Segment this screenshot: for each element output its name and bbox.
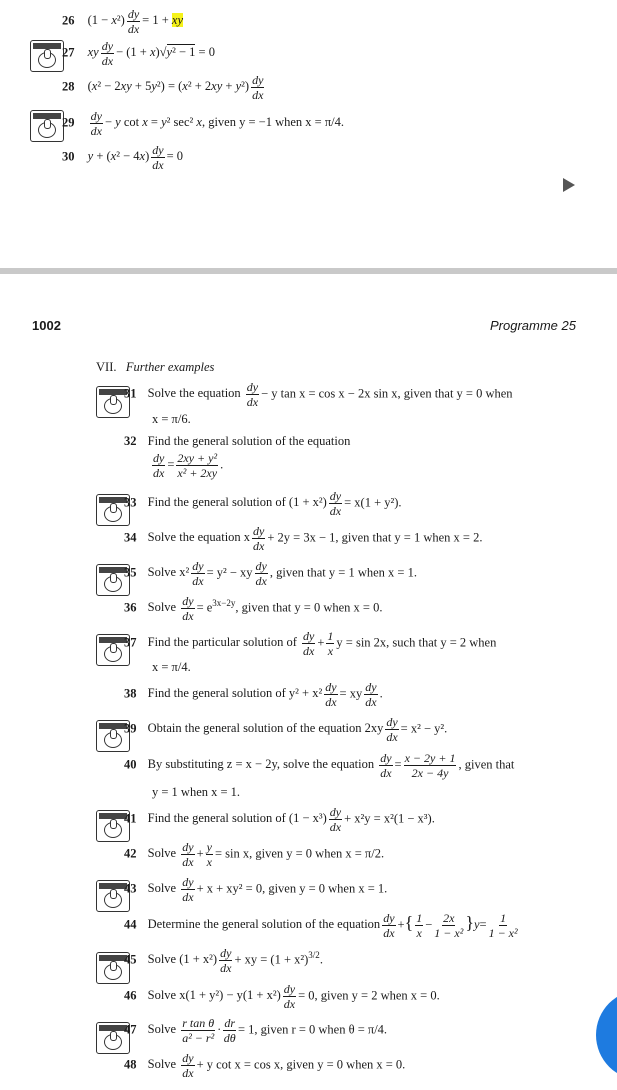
problem-43: 43 Solve $\frac{dy}{dx}$ + x + xy² = 0, given y = 0 when x = 1. <box>124 875 388 904</box>
problem-31: 31 Solve the equation $\frac{dy}{dx}$ − y tan x = cos x − 2x sin x, given that y = 0 when <box>124 380 513 409</box>
programme-title: Programme 25 <box>490 318 576 333</box>
next-page-icon[interactable] <box>563 178 575 192</box>
problem-48: 48 Solve $\frac{dy}{dx}$ + y cot x = cos x, given y = 0 when x = 0. <box>124 1051 406 1080</box>
problem-number: 26 <box>62 13 75 28</box>
problem-45: 45 Solve (1 + x²) $\frac{dy}{dx}$ + xy = $(1 + x^2)^{3/2}$. <box>124 946 323 975</box>
page-number: 1002 <box>32 318 61 333</box>
problem-37: 37 Find the particular solution of $\frac{dy}{dx}$ + $\frac{1}{x}$ y = sin 2x, such that y = 2 when <box>124 629 497 658</box>
problem-40-cont: y = 1 when x = 1. <box>152 785 241 799</box>
section-heading: VII. Further examples <box>96 360 215 374</box>
problem-29: 29 $\frac{dy}{dx}$ − y cot x = y² sec² x, given y = −1 when x = π/4. <box>62 109 344 138</box>
problem-32: 32 Find the general solution of the equation <box>124 434 351 448</box>
floating-action-button[interactable] <box>596 990 617 1080</box>
problem-40: 40 By substituting z = x − 2y, solve the equation $\frac{dy}{dx}$ = $\frac{x - 2y + 1}{2x - 4y}$ , given that <box>124 751 515 780</box>
problem-36: 36 Solve $\frac{dy}{dx}$ = $e^{3x-2y}$, given that y = 0 when x = 0. <box>124 594 383 623</box>
problem-35: 35 Solve x² $\frac{dy}{dx}$ = y² − xy $\frac{dy}{dx}$ , given that y = 1 when x = 1. <box>124 559 417 588</box>
personal-tutor-icon[interactable] <box>30 110 64 142</box>
problem-38: 38 Find the general solution of y² + x² $\frac{dy}{dx}$ = xy $\frac{dy}{dx}$ . <box>124 680 383 709</box>
problem-39: 39 Obtain the general solution of the equation 2xy $\frac{dy}{dx}$ = x² − y². <box>124 715 448 744</box>
problem-26: 26 (1 − x²) $\frac{dy}{dx}$ = 1 + xy <box>62 7 183 36</box>
problem-47: 47 Solve $\frac{\text{r tan θ}}{\text{a² − r²}}$ · $\frac{dr}{d\theta}$ = 1, given r = 0 when θ = π/4. <box>124 1016 388 1045</box>
problem-31-cont: x = π/6. <box>152 412 191 426</box>
problem-46: 46 Solve x(1 + y²) − y(1 + x²) $\frac{dy}{dx}$ = 0, given y = 2 when x = 0. <box>124 982 440 1011</box>
problem-44: 44 Determine the general solution of the equation $\frac{dy}{dx}$ +{ $\frac{1}{x}$ − $\frac{2x}{\text{1 − x²}}$ }y= $\frac{1}{\text{1 − x²}}$ <box>124 911 518 940</box>
problem-37-cont: x = π/4. <box>152 660 191 674</box>
problem-34: 34 Solve the equation x $\frac{dy}{dx}$ + 2y = 3x − 1, given that y = 1 when x = 2. <box>124 524 483 553</box>
problem-30: 30 y + (x² − 4x) $\frac{dy}{dx}$ = 0 <box>62 143 184 172</box>
problem-41: 41 Find the general solution of (1 − x³) $\frac{dy}{dx}$ + x²y = x²(1 − x³). <box>124 805 435 834</box>
problem-32-eq: $\frac{dy}{dx}$ = $\frac{\text{2xy + y²}}{\text{x² + 2xy}}$ . <box>153 451 224 480</box>
personal-tutor-icon[interactable] <box>30 40 64 72</box>
problem-33: 33 Find the general solution of (1 + x²) $\frac{dy}{dx}$ = x(1 + y²). <box>124 489 402 518</box>
problem-42: 42 Solve $\frac{dy}{dx}$ + $\frac{y}{x}$ = sin x, given y = 0 when x = π/2. <box>124 840 385 869</box>
page-divider <box>0 268 617 274</box>
problem-28: 28 (x² − 2xy + 5y²) = (x² + 2xy + y²) $\frac{dy}{dx}$ <box>62 73 264 102</box>
problem-27: 27 xy $\frac{dy}{dx}$ − (1 + x)√y² − 1 = 0 <box>62 39 215 68</box>
